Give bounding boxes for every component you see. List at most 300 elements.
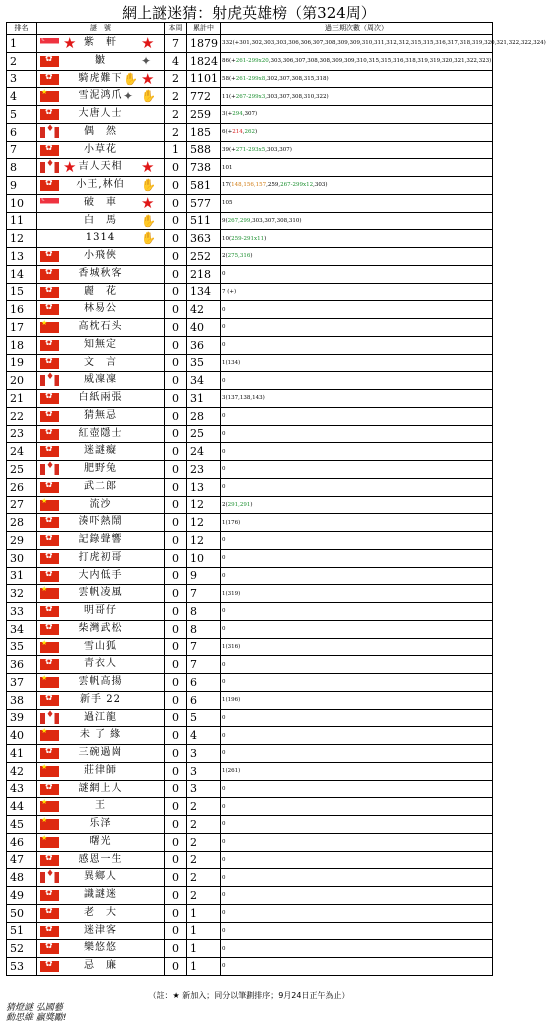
- total-cell: 2: [187, 869, 221, 887]
- detail-cell: [221, 52, 493, 70]
- player-name: 破 車: [84, 196, 117, 208]
- name-cell: [37, 656, 165, 674]
- player-name: 雪泥鸿爪: [78, 90, 123, 102]
- detail-segment: ): [250, 253, 253, 260]
- rank-cell: 31: [7, 567, 37, 585]
- table-row: [7, 230, 493, 248]
- table-row: [7, 301, 493, 319]
- player-name: 高枕石头: [78, 321, 123, 332]
- player-name: 香城秋客: [78, 267, 123, 279]
- rank-cell: 51: [7, 922, 37, 940]
- total-cell: 7: [187, 638, 221, 656]
- table-row: [7, 106, 493, 124]
- detail-segment: 0: [222, 874, 226, 881]
- detail-cell: [221, 407, 493, 425]
- total-cell: 252: [187, 248, 221, 266]
- table-row: [7, 319, 493, 337]
- detail-segment: 0: [222, 572, 226, 579]
- player-name: 騎虎難下: [78, 72, 123, 84]
- name-cell: [37, 212, 165, 230]
- detail-segment: 0: [222, 448, 226, 455]
- rank-cell: 10: [7, 194, 37, 212]
- week-cell: 0: [165, 336, 187, 354]
- player-name: 老 大: [84, 906, 117, 918]
- detail-segment: 0: [222, 342, 226, 349]
- total-cell: 8: [187, 603, 221, 621]
- detail-cell: [221, 674, 493, 692]
- dragon-icon: ✦: [141, 53, 152, 68]
- table-row: [7, 88, 493, 106]
- detail-segment: 7 (+): [222, 288, 237, 295]
- week-cell: 0: [165, 727, 187, 745]
- detail-cell: [221, 70, 493, 88]
- player-name: 雪山狐: [84, 640, 117, 652]
- week-cell: 2: [165, 123, 187, 141]
- page-title: 網上謎迷猜：射虎英雄榜（第324周）: [122, 4, 376, 22]
- detail-cell: [221, 904, 493, 922]
- detail-segment: 10(: [222, 235, 232, 242]
- detail-cell: [221, 478, 493, 496]
- rank-cell: 42: [7, 762, 37, 780]
- detail-segment: 0: [222, 626, 226, 633]
- player-name: 武二郎: [84, 480, 117, 492]
- name-cell: [37, 691, 165, 709]
- week-cell: 0: [165, 354, 187, 372]
- table-row: [7, 390, 493, 408]
- rank-cell: 3: [7, 70, 37, 88]
- rank-cell: 37: [7, 674, 37, 692]
- detail-cell: [221, 35, 546, 53]
- rank-cell: 20: [7, 372, 37, 390]
- detail-cell: [221, 532, 493, 550]
- detail-cell: [221, 869, 493, 887]
- rank-cell: 24: [7, 443, 37, 461]
- week-cell: 0: [165, 443, 187, 461]
- rank-cell: 33: [7, 603, 37, 621]
- total-cell: 12: [187, 514, 221, 532]
- name-cell: [37, 265, 165, 283]
- total-cell: 218: [187, 265, 221, 283]
- total-cell: 34: [187, 372, 221, 390]
- week-cell: 0: [165, 603, 187, 621]
- detail-segment: 0: [222, 945, 226, 952]
- rank-cell: 50: [7, 904, 37, 922]
- name-cell: [37, 425, 165, 443]
- credit-line-1: 猜燈謎 弘國藝: [6, 1003, 63, 1013]
- week-cell: 0: [165, 230, 187, 248]
- total-cell: 511: [187, 212, 221, 230]
- total-cell: 1: [187, 922, 221, 940]
- detail-segment: 261-299x20: [235, 58, 269, 65]
- hand-icon: ✋: [141, 231, 156, 246]
- detail-cell: [221, 851, 493, 869]
- table-row: [7, 496, 493, 514]
- hand-icon: ✋: [141, 178, 156, 192]
- detail-segment: 58(+: [222, 75, 236, 82]
- detail-cell: [221, 88, 493, 106]
- rank-cell: 23: [7, 425, 37, 443]
- total-cell: 588: [187, 141, 221, 159]
- table-row: [7, 354, 493, 372]
- star-icon: ★: [141, 34, 155, 52]
- detail-segment: 0: [222, 750, 226, 757]
- player-name: 迷津客: [84, 924, 117, 936]
- table-row: [7, 851, 493, 869]
- table-row: [7, 958, 493, 976]
- detail-segment: 148,156,157: [231, 182, 267, 189]
- player-name: 樂悠悠: [84, 942, 117, 954]
- rank-cell: 18: [7, 336, 37, 354]
- detail-segment: 0: [222, 413, 226, 420]
- dragon-icon: ✦: [123, 89, 134, 104]
- table-row: [7, 762, 493, 780]
- name-cell: [37, 940, 165, 958]
- total-cell: 1101: [187, 70, 221, 88]
- name-cell: [37, 390, 165, 408]
- rank-cell: 1: [7, 35, 37, 53]
- total-cell: 1: [187, 940, 221, 958]
- player-name: 過江龍: [84, 711, 117, 723]
- detail-segment: 214: [232, 129, 243, 136]
- player-name: 青衣人: [84, 658, 117, 670]
- detail-segment: ,303,307,308,310): [250, 217, 302, 224]
- detail-cell: [221, 780, 493, 798]
- detail-segment: 294: [232, 111, 243, 118]
- detail-segment: 0: [222, 892, 226, 899]
- star-icon: ★: [141, 69, 155, 88]
- rank-cell: 15: [7, 283, 37, 301]
- detail-segment: 0: [222, 484, 226, 491]
- name-cell: [37, 354, 165, 372]
- detail-segment: 0: [222, 785, 226, 792]
- rank-cell: 17: [7, 319, 37, 337]
- rank-cell: 39: [7, 709, 37, 727]
- player-name: 未 了 緣: [79, 729, 122, 741]
- header-total: 累計中: [187, 23, 221, 35]
- detail-cell: [221, 833, 493, 851]
- total-cell: 35: [187, 354, 221, 372]
- table-row: [7, 549, 493, 567]
- week-cell: 1: [165, 141, 187, 159]
- table-row: [7, 265, 493, 283]
- detail-cell: [221, 798, 493, 816]
- rank-cell: 30: [7, 549, 37, 567]
- name-cell: [37, 106, 165, 124]
- rank-cell: 19: [7, 354, 37, 372]
- table-header-row: [7, 23, 493, 35]
- rank-cell: 26: [7, 478, 37, 496]
- detail-cell: [221, 567, 493, 585]
- detail-cell: [221, 141, 493, 159]
- detail-cell: [221, 194, 493, 212]
- detail-segment: ,307): [242, 111, 258, 118]
- detail-segment: 11(+: [222, 93, 236, 100]
- week-cell: 0: [165, 194, 187, 212]
- star-icon: ★: [63, 34, 77, 52]
- name-cell: [37, 514, 165, 532]
- player-name: 白紙兩張: [78, 392, 123, 403]
- rank-cell: 41: [7, 745, 37, 763]
- detail-segment: 1(261): [222, 768, 241, 775]
- table-row: [7, 869, 493, 887]
- detail-segment: ,303): [313, 182, 328, 189]
- total-cell: 1: [187, 958, 221, 976]
- name-cell: [37, 407, 165, 425]
- total-cell: 24: [187, 443, 221, 461]
- hand-icon: ✋: [141, 213, 156, 228]
- week-cell: 7: [165, 35, 187, 53]
- detail-segment: 271-293x5: [235, 146, 266, 153]
- detail-segment: 9(: [222, 217, 228, 224]
- detail-segment: 0: [222, 466, 226, 473]
- week-cell: 0: [165, 638, 187, 656]
- detail-segment: 1(176): [222, 519, 241, 526]
- rank-cell: 6: [7, 123, 37, 141]
- rank-cell: 52: [7, 940, 37, 958]
- detail-segment: 332(+301,302,303,303,306,306,307,308,309,309,310,311,312,312,315,315,316,317,318,319,320,321,322,322,324): [222, 40, 546, 47]
- hand-icon: ✋: [123, 71, 138, 86]
- week-cell: 0: [165, 212, 187, 230]
- rank-cell: 34: [7, 620, 37, 638]
- week-cell: 0: [165, 745, 187, 763]
- name-cell: [37, 248, 165, 266]
- week-cell: 0: [165, 798, 187, 816]
- player-name: 三碗過崗: [78, 747, 123, 758]
- total-cell: 259: [187, 106, 221, 124]
- rank-cell: 44: [7, 798, 37, 816]
- week-cell: 0: [165, 922, 187, 940]
- detail-segment: 0: [222, 537, 226, 544]
- detail-cell: [221, 159, 493, 177]
- total-cell: 5: [187, 709, 221, 727]
- table-row: [7, 177, 493, 195]
- rank-cell: 38: [7, 691, 37, 709]
- header-detail: 過三期次數（周次）: [221, 23, 493, 35]
- name-cell: [37, 283, 165, 301]
- rank-cell: 27: [7, 496, 37, 514]
- table-row: [7, 833, 493, 851]
- week-cell: 0: [165, 567, 187, 585]
- table-row: [7, 478, 493, 496]
- total-cell: 12: [187, 496, 221, 514]
- name-cell: [37, 638, 165, 656]
- table-row: [7, 691, 493, 709]
- week-cell: 0: [165, 958, 187, 976]
- detail-cell: [221, 958, 493, 976]
- name-cell: [37, 851, 165, 869]
- detail-cell: [221, 212, 493, 230]
- total-cell: 23: [187, 461, 221, 479]
- player-name: 皺: [95, 54, 106, 66]
- rank-cell: 13: [7, 248, 37, 266]
- table-row: [7, 52, 493, 70]
- rank-cell: 32: [7, 585, 37, 603]
- name-cell: [37, 88, 165, 106]
- detail-segment: 0: [222, 732, 226, 739]
- table-row: [7, 35, 493, 53]
- player-name: 林易公: [84, 303, 117, 315]
- total-cell: 363: [187, 230, 221, 248]
- detail-segment: 261-299x8: [235, 75, 266, 82]
- rank-cell: 12: [7, 230, 37, 248]
- player-name: 明哥仔: [84, 605, 117, 616]
- rank-cell: 22: [7, 407, 37, 425]
- total-cell: 3: [187, 745, 221, 763]
- week-cell: 0: [165, 887, 187, 905]
- name-cell: [37, 709, 165, 727]
- detail-cell: [221, 816, 493, 834]
- detail-cell: [221, 727, 493, 745]
- name-cell: [37, 585, 165, 603]
- detail-segment: 0: [222, 608, 226, 615]
- week-cell: 0: [165, 301, 187, 319]
- table-row: [7, 780, 493, 798]
- star-icon: ★: [141, 158, 155, 177]
- table-row: [7, 514, 493, 532]
- rank-cell: 29: [7, 532, 37, 550]
- table-row: [7, 620, 493, 638]
- week-cell: 2: [165, 70, 187, 88]
- total-cell: 6: [187, 691, 221, 709]
- week-cell: 0: [165, 549, 187, 567]
- week-cell: 0: [165, 425, 187, 443]
- name-cell: [37, 762, 165, 780]
- rank-cell: 9: [7, 177, 37, 195]
- table-row: [7, 425, 493, 443]
- detail-segment: 0: [222, 377, 226, 384]
- total-cell: 7: [187, 585, 221, 603]
- week-cell: 0: [165, 532, 187, 550]
- detail-cell: [221, 514, 493, 532]
- detail-cell: [221, 390, 493, 408]
- table-row: [7, 940, 493, 958]
- player-name: 肥野兔: [84, 463, 117, 474]
- name-cell: [37, 177, 165, 195]
- table-row: [7, 123, 493, 141]
- total-cell: 13: [187, 478, 221, 496]
- detail-cell: [221, 372, 493, 390]
- week-cell: 0: [165, 248, 187, 266]
- week-cell: 0: [165, 177, 187, 195]
- name-cell: [37, 35, 165, 53]
- detail-segment: 6(+: [222, 129, 233, 136]
- week-cell: 0: [165, 620, 187, 638]
- detail-cell: [221, 283, 493, 301]
- rank-cell: 8: [7, 159, 37, 177]
- table-row: [7, 638, 493, 656]
- table-row: [7, 212, 493, 230]
- total-cell: 1824: [187, 52, 221, 70]
- detail-cell: [221, 745, 493, 763]
- detail-cell: [221, 656, 493, 674]
- name-cell: [37, 887, 165, 905]
- table-row: [7, 709, 493, 727]
- player-name: 威凜凜: [84, 374, 117, 386]
- rank-cell: 47: [7, 851, 37, 869]
- player-name: 新手 22: [80, 693, 121, 705]
- table-body: [7, 34, 546, 976]
- name-cell: [37, 674, 165, 692]
- table-row: [7, 904, 493, 922]
- detail-cell: [221, 922, 493, 940]
- table-row: [7, 603, 493, 621]
- name-cell: [37, 319, 165, 337]
- name-cell: [37, 123, 165, 141]
- week-cell: 0: [165, 674, 187, 692]
- table-row: [7, 70, 493, 88]
- detail-segment: 1(196): [222, 697, 241, 704]
- table-row: [7, 248, 493, 266]
- name-cell: [37, 372, 165, 390]
- player-name: 小王,林伯: [76, 179, 125, 190]
- rank-cell: 28: [7, 514, 37, 532]
- detail-cell: [221, 319, 493, 337]
- total-cell: 1: [187, 904, 221, 922]
- header-week: 本周: [165, 23, 187, 35]
- player-name: 王: [95, 800, 106, 812]
- player-name: 小草花: [84, 143, 117, 155]
- table-row: [7, 194, 493, 212]
- player-name: 感恩一生: [78, 853, 123, 865]
- detail-segment: 0: [222, 910, 226, 917]
- total-cell: 36: [187, 336, 221, 354]
- detail-segment: 105: [222, 200, 233, 207]
- rank-cell: 11: [7, 212, 37, 230]
- table-row: [7, 159, 493, 177]
- name-cell: [37, 620, 165, 638]
- total-cell: 8: [187, 620, 221, 638]
- rank-cell: 36: [7, 656, 37, 674]
- total-cell: 10: [187, 549, 221, 567]
- detail-segment: ,303,306,307,308,308,309,309,310,315,315,316,318,319,319,320,321,322,323): [268, 58, 492, 65]
- detail-segment: 0: [222, 839, 226, 846]
- player-name: 麗 花: [84, 285, 117, 297]
- detail-segment: ,259,: [266, 182, 281, 189]
- detail-segment: 0: [222, 714, 226, 721]
- table-row: [7, 727, 493, 745]
- detail-segment: 2(: [222, 501, 228, 508]
- total-cell: 185: [187, 123, 221, 141]
- week-cell: 0: [165, 762, 187, 780]
- detail-cell: [221, 940, 493, 958]
- detail-segment: 2(: [222, 253, 228, 260]
- detail-segment: 101: [222, 164, 233, 171]
- detail-segment: 0: [222, 803, 226, 810]
- player-name: 知無定: [84, 338, 117, 350]
- table-row: [7, 532, 493, 550]
- detail-segment: ,303,307,308,310,322): [265, 93, 329, 100]
- week-cell: 2: [165, 106, 187, 124]
- detail-segment: 0: [222, 555, 226, 562]
- detail-segment: 0: [222, 927, 226, 934]
- name-cell: [37, 478, 165, 496]
- detail-segment: 0: [222, 856, 226, 863]
- total-cell: 2: [187, 816, 221, 834]
- detail-cell: [221, 709, 493, 727]
- detail-cell: [221, 461, 493, 479]
- rank-cell: 48: [7, 869, 37, 887]
- table-row: [7, 798, 493, 816]
- detail-segment: 1(319): [222, 590, 241, 597]
- player-name: 曙光: [89, 835, 112, 847]
- rank-cell: 53: [7, 958, 37, 976]
- detail-segment: ): [255, 129, 258, 136]
- player-name: 雲帆高揚: [78, 676, 123, 687]
- player-name: 猜無忌: [84, 409, 117, 421]
- detail-segment: 0: [222, 306, 226, 313]
- detail-segment: 275,316: [227, 253, 251, 260]
- detail-segment: ,303,307): [265, 146, 292, 153]
